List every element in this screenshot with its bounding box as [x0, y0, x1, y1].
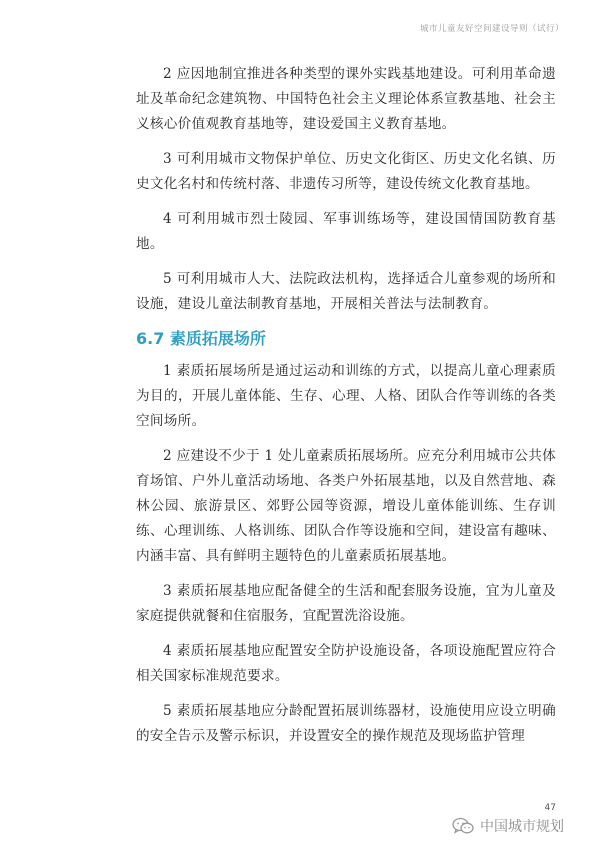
paragraph: 4 可利用城市烈士陵园、军事训练场等，建设国情国防教育基地。	[136, 211, 556, 252]
running-header: 城市儿童友好空间建设导则（试行）	[419, 24, 564, 34]
paragraph: 3 可利用城市文物保护单位、历史文化街区、历史文化名镇、历史文化名村和传统村落、非遗传习所等，建设传统文化教育基地。	[136, 151, 556, 192]
paragraph: 4 素质拓展基地应配置安全防护设施设备，各项设施配置应符合相关国家标准规范要求。	[136, 643, 556, 684]
paragraph: 5 可利用城市人大、法院政法机构，选择适合儿童参观的场所和设施，建设儿童法制教育基地，开展相关普法与法制教育。	[136, 271, 556, 312]
paragraph: 3 素质拓展基地应配备健全的生活和配套服务设施，宜为儿童及家庭提供就餐和住宿服务，宜配置洗浴设施。	[136, 583, 556, 624]
watermark-text: 中国城市规划	[480, 819, 564, 835]
paragraph: 5 素质拓展基地应分龄配置拓展训练器材，设施使用应设立明确的安全告示及警示标识，并设置安全的操作规范及现场监护管理	[136, 703, 556, 744]
wechat-icon	[452, 817, 474, 835]
paragraph: 1 素质拓展场所是通过运动和训练的方式，以提高儿童心理素质为目的，开展儿童体能、生存、心理、人格、团队合作等训练的各类空间场所。	[136, 363, 556, 429]
section-heading: 6.7 素质拓展场所	[136, 329, 266, 348]
paragraph: 2 应建设不少于 1 处儿童素质拓展场所。应充分利用城市公共体育场馆、户外儿童活动场地、各类户外拓展基地，以及自然营地、森林公园、旅游景区、郊野公园等资源，增设儿童体能训练、生存训练、心理训练、人格训练、团队合作等设施和空间，建设富有趣味、内涵丰富、具有鲜明主题特色的儿童素质拓展基地。	[136, 448, 556, 564]
page-body	[136, 62, 556, 749]
watermark	[452, 816, 564, 836]
page-number: 47	[544, 803, 556, 813]
paragraph: 2 应因地制宜推进各种类型的课外实践基地建设。可利用革命遗址及革命纪念建筑物、中国特色社会主义理论体系宣教基地、社会主义核心价值观教育基地等，建设爱国主义教育基地。	[136, 66, 556, 132]
